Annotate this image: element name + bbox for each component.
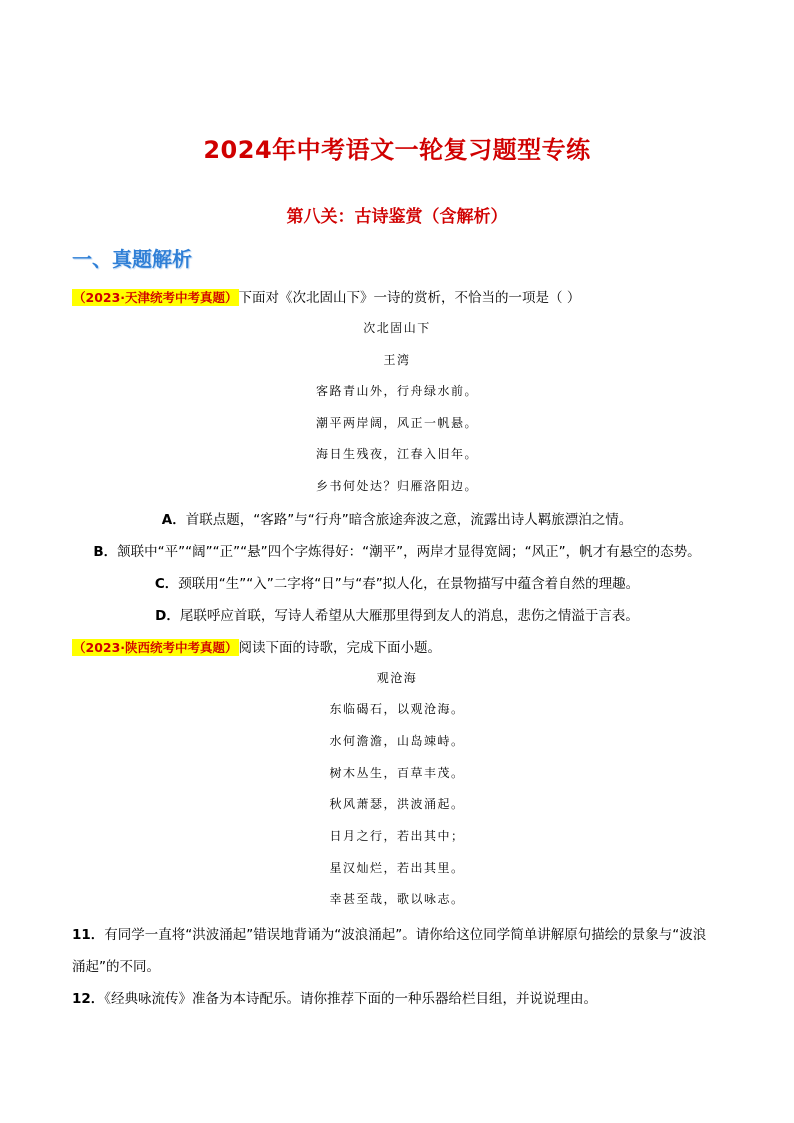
- option-d-text: 尾联呼应首联，写诗人希望从大雁那里得到友人的消息，悲伤之情溢于言表。: [179, 608, 639, 624]
- question-11-line-1: [72, 923, 706, 943]
- question-2-stem-line: [72, 636, 441, 656]
- option-d: [0, 604, 794, 624]
- option-c: [0, 572, 794, 592]
- option-c-label: C．: [154, 576, 179, 592]
- option-b-label: B．: [93, 544, 118, 560]
- question-12-text: 《经典咏流传》准备为本诗配乐。请你推荐下面的一种乐器给栏目组，并说说理由。: [104, 991, 598, 1007]
- poem-2-line: 秋风萧瑟，洪波涌起。: [329, 797, 465, 811]
- option-a-label: A．: [161, 512, 186, 528]
- question-2-source-tag: （2023·陕西统考中考真题）: [73, 640, 238, 655]
- page-title: 2024年中考语文一轮复习题型专练: [203, 136, 591, 164]
- poem-1-line: 乡书何处达？归雁洛阳边。: [315, 479, 478, 493]
- option-a: [0, 508, 794, 528]
- poem-1-line: 客路青山外，行舟绿水前。: [315, 384, 478, 398]
- section-heading: 一、真题解析: [72, 247, 192, 271]
- poem-1-line: 潮平两岸阔，风正一帆悬。: [315, 416, 478, 430]
- question-2-stem: 阅读下面的诗歌，完成下面小题。: [238, 640, 442, 656]
- poem-2-line: 水何澹澹，山岛竦峙。: [329, 734, 465, 748]
- poem-1-author: 王湾: [383, 353, 411, 367]
- poem-1-line: 海日生残夜，江春入旧年。: [315, 447, 478, 461]
- option-c-text: 颈联用“生”“入”二字将“日”与“春”拟人化，在景物描写中蕴含着自然的理趣。: [178, 576, 640, 592]
- poem-2-line: 日月之行，若出其中；: [329, 829, 465, 843]
- question-11-number: 11．: [72, 927, 105, 943]
- question-11-text: 有同学一直将“洪波涌起”错误地背诵为“波浪涌起”。请你给这位同学简单讲解原句描绘的景象与“波浪: [104, 927, 707, 943]
- question-12-number: 12．: [72, 991, 105, 1007]
- poem-2-line: 树木丛生，百草丰茂。: [329, 766, 465, 780]
- poem-1-title: 次北固山下: [363, 321, 431, 335]
- poem-2-line: 星汉灿烂，若出其里。: [329, 861, 465, 875]
- question-1-stem-line: [72, 286, 580, 306]
- question-11-line-2: 涌起”的不同。: [72, 959, 160, 975]
- question-12-line: [72, 987, 597, 1007]
- question-1-stem: 下面对《次北固山下》一诗的赏析，不恰当的一项是（ ）: [238, 290, 581, 306]
- option-b-text: 颔联中“平”“阔”“正”“悬”四个字炼得好：“潮平”，两岸才显得宽阔；“风正”，帆才有悬空的态势。: [117, 544, 701, 560]
- option-b: [0, 540, 794, 560]
- question-1-source-tag: （2023·天津统考中考真题）: [73, 290, 238, 305]
- option-a-text: 首联点题，“客路”与“行舟”暗含旅途奔波之意，流露出诗人羁旅漂泊之情。: [185, 512, 633, 528]
- poem-2-line: 幸甚至哉，歌以咏志。: [329, 892, 465, 906]
- option-d-label: D．: [155, 608, 180, 624]
- page-subtitle: 第八关：古诗鉴赏（含解析）: [286, 207, 508, 227]
- poem-2-line: 东临碣石，以观沧海。: [329, 702, 465, 716]
- poem-2-title: 观沧海: [376, 671, 418, 685]
